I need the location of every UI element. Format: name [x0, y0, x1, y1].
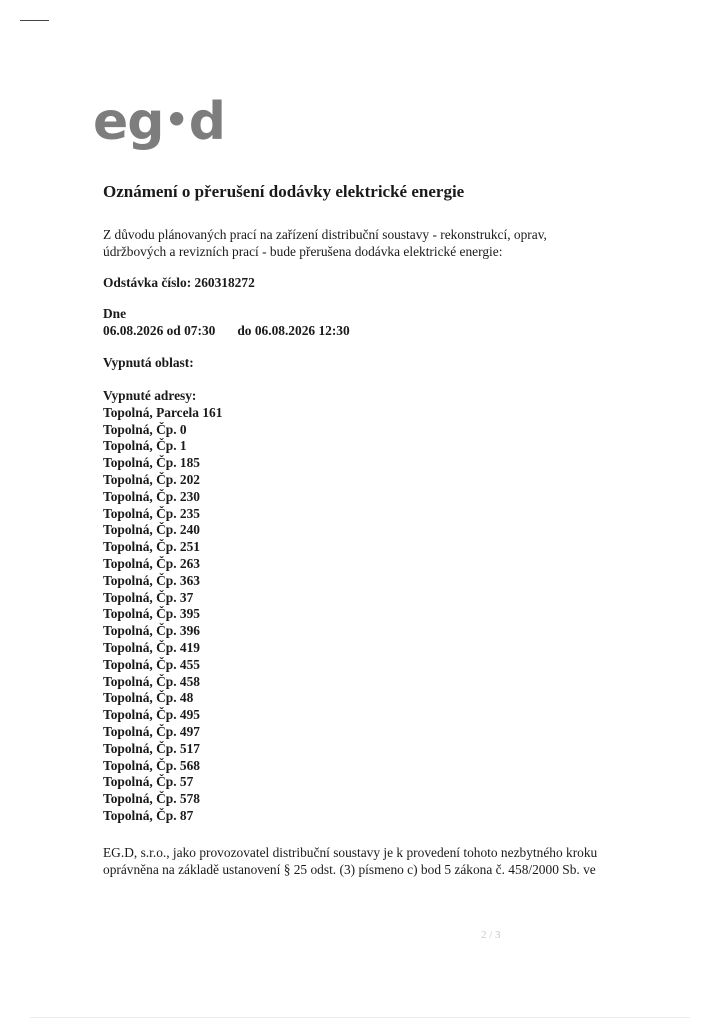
- list-item: Topolná, Čp. 57: [103, 774, 194, 790]
- list-item: Topolná, Čp. 37: [103, 589, 194, 605]
- list-item: Topolná, Čp. 363: [103, 572, 200, 588]
- legal-line-1: EG.D, s.r.o., jako provozovatel distribuční soustavy je k provedení tohoto nezbytného kroku: [103, 845, 598, 860]
- list-item: Topolná, Čp. 578: [103, 791, 200, 807]
- bottom-rule: [30, 1017, 690, 1018]
- list-item: Topolná, Čp. 185: [103, 455, 200, 471]
- top-rule: [20, 20, 49, 21]
- list-item: Topolná, Čp. 235: [103, 505, 200, 521]
- list-item: Topolná, Čp. 395: [103, 606, 200, 622]
- list-item: Topolná, Čp. 455: [103, 656, 200, 672]
- outage-number: Odstávka číslo: 260318272: [103, 275, 255, 290]
- date-label: Dne: [103, 306, 127, 321]
- logo-dot: •: [164, 98, 188, 142]
- list-item: Topolná, Čp. 0: [103, 421, 187, 437]
- date-from: 06.08.2026 od 07:30: [103, 323, 216, 338]
- date-to: do 06.08.2026 12:30: [237, 323, 350, 338]
- date-range: [103, 322, 350, 339]
- list-item: Topolná, Čp. 251: [103, 539, 200, 555]
- logo-part-eg: eg: [93, 92, 164, 152]
- list-item: Topolná, Čp. 48: [103, 690, 194, 706]
- list-item: Topolná, Čp. 568: [103, 757, 200, 773]
- addresses-label: Vypnuté adresy:: [103, 388, 197, 403]
- logo-part-d: d: [188, 92, 226, 152]
- list-item: Topolná, Čp. 87: [103, 807, 194, 823]
- list-item: Topolná, Parcela 161: [103, 404, 223, 420]
- document-title: Oznámení o přerušení dodávky elektrické energie: [103, 182, 465, 201]
- list-item: Topolná, Čp. 497: [103, 723, 200, 739]
- area-label: Vypnutá oblast:: [103, 355, 194, 370]
- list-item: Topolná, Čp. 458: [103, 673, 200, 689]
- legal-line-2: oprávněna na základě ustanovení § 25 odst. (3) písmeno c) bod 5 zákona č. 458/2000 Sb. ve: [103, 862, 596, 877]
- list-item: Topolná, Čp. 419: [103, 639, 200, 655]
- intro-line-1: Z důvodu plánovaných prací na zařízení distribuční soustavy - rekonstrukcí, oprav,: [103, 227, 547, 242]
- list-item: Topolná, Čp. 202: [103, 471, 200, 487]
- address-list: [103, 388, 222, 825]
- list-item: Topolná, Čp. 517: [103, 740, 200, 756]
- list-item: Topolná, Čp. 1: [103, 438, 187, 454]
- list-item: Topolná, Čp. 495: [103, 707, 200, 723]
- list-item: Topolná, Čp. 240: [103, 522, 200, 538]
- list-item: Topolná, Čp. 230: [103, 488, 200, 504]
- list-item: Topolná, Čp. 396: [103, 623, 200, 639]
- egd-logo: [93, 92, 226, 152]
- page-number: 2 / 3: [481, 929, 501, 941]
- intro-line-2: údržbových a revizních prací - bude přerušena dodávka elektrické energie:: [103, 244, 503, 259]
- list-item: Topolná, Čp. 263: [103, 555, 200, 571]
